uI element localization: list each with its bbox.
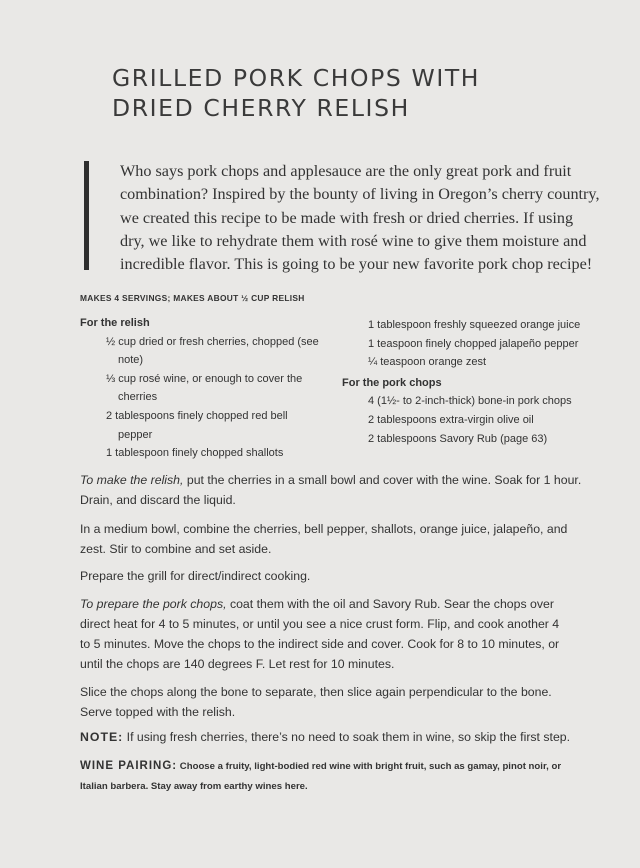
ingredient-item: 2 tablespoons Savory Rub (page 63): [368, 432, 548, 445]
step-text: until the chops are 140 degrees F. Let rest for 10 minutes.: [80, 657, 395, 671]
step-relish: [80, 470, 580, 510]
intro-paragraph: [120, 160, 605, 276]
step-text: Prepare the grill for direct/indirect cooking.: [80, 569, 311, 583]
step-slice: [80, 682, 580, 722]
ingredients-left-column: [80, 314, 340, 463]
step-lead: To prepare the pork chops,: [80, 597, 227, 611]
ingredient-item: 2 tablespoons extra-virgin olive oil: [368, 413, 534, 426]
ingredient-item: 1 teaspoon finely chopped jalapeño pepper: [368, 337, 579, 350]
step-text: Slice the chops along the bone to separate, then slice again perpendicular to the bone.: [80, 685, 552, 699]
ingredient-item-cont: cherries: [118, 391, 158, 404]
ingredients-right-column: [342, 316, 612, 448]
step-text: to 5 minutes. Move the chops to the indirect side and cover. Cook for 8 to 10 minutes, or: [80, 637, 560, 651]
note-text: If using fresh cherries, there’s no need to soak them in wine, so skip the first step.: [123, 730, 571, 744]
recipe-title: [112, 63, 592, 123]
note-label: NOTE:: [80, 730, 124, 744]
pork-heading: For the pork chops: [342, 376, 442, 389]
ingredient-item: ½ cup dried or fresh cherries, chopped (see: [106, 335, 319, 348]
ingredient-item: ¼ teaspoon orange zest: [368, 356, 487, 369]
ingredient-item: 1 tablespoon finely chopped shallots: [106, 447, 284, 460]
intro-line: dry, we like to rehydrate them with rosé wine to give them moisture and: [120, 231, 587, 250]
ingredient-item: ⅓ cup rosé wine, or enough to cover the: [106, 372, 303, 385]
intro-accent-bar: [84, 161, 89, 270]
ingredient-item: 2 tablespoons finely chopped red bell: [106, 409, 288, 422]
step-text: coat them with the oil and Savory Rub. Sear the chops over: [226, 597, 554, 611]
step-combine: [80, 519, 580, 559]
step-lead: To make the relish,: [80, 473, 184, 487]
ingredient-item: 1 tablespoon freshly squeezed orange juice: [368, 319, 581, 331]
title-line-2: DRIED CHERRY RELISH: [112, 94, 410, 122]
step-text: zest. Stir to combine and set aside.: [80, 542, 272, 556]
step-text: In a medium bowl, combine the cherries, bell pepper, shallots, orange juice, jalapeño, and: [80, 522, 568, 536]
relish-heading: For the relish: [80, 317, 150, 329]
intro-line: incredible flavor. This is going to be your new favorite pork chop recipe!: [120, 255, 593, 274]
wine-text: Choose a fruity, light-bodied red wine with bright fruit, such as gamay, pinot noir, or: [177, 761, 562, 772]
wine-label: WINE PAIRING:: [80, 760, 178, 772]
ingredient-item: 4 (1½- to 2-inch-thick) bone-in pork chops: [368, 395, 572, 408]
servings-label: MAKES 4 SERVINGS; MAKES ABOUT ½ CUP RELISH: [80, 293, 305, 303]
wine-pairing: [80, 755, 580, 797]
title-line-1: GRILLED PORK CHOPS WITH: [112, 64, 481, 92]
wine-text: Italian barbera. Stay away from earthy wines here.: [80, 781, 308, 792]
step-grill: [80, 566, 580, 586]
step-text: Serve topped with the relish.: [80, 705, 236, 719]
note: [80, 727, 580, 747]
step-text: direct heat for 4 to 5 minutes, or until you see a nice crust form. Flip, and cook another 4: [80, 617, 560, 631]
ingredient-item-cont: note): [118, 354, 144, 367]
step-text: Drain, and discard the liquid.: [80, 493, 236, 507]
intro-line: Who says pork chops and applesauce are the only great pork and fruit: [120, 162, 572, 180]
step-pork: [80, 594, 580, 674]
step-text: put the cherries in a small bowl and cover with the wine. Soak for 1 hour.: [183, 473, 582, 487]
intro-line: we created this recipe to be made with fresh or dried cherries. If using: [120, 208, 574, 227]
ingredient-item-cont: pepper: [118, 428, 153, 441]
intro-line: combination? Inspired by the bounty of living in Oregon’s cherry country,: [120, 185, 600, 204]
